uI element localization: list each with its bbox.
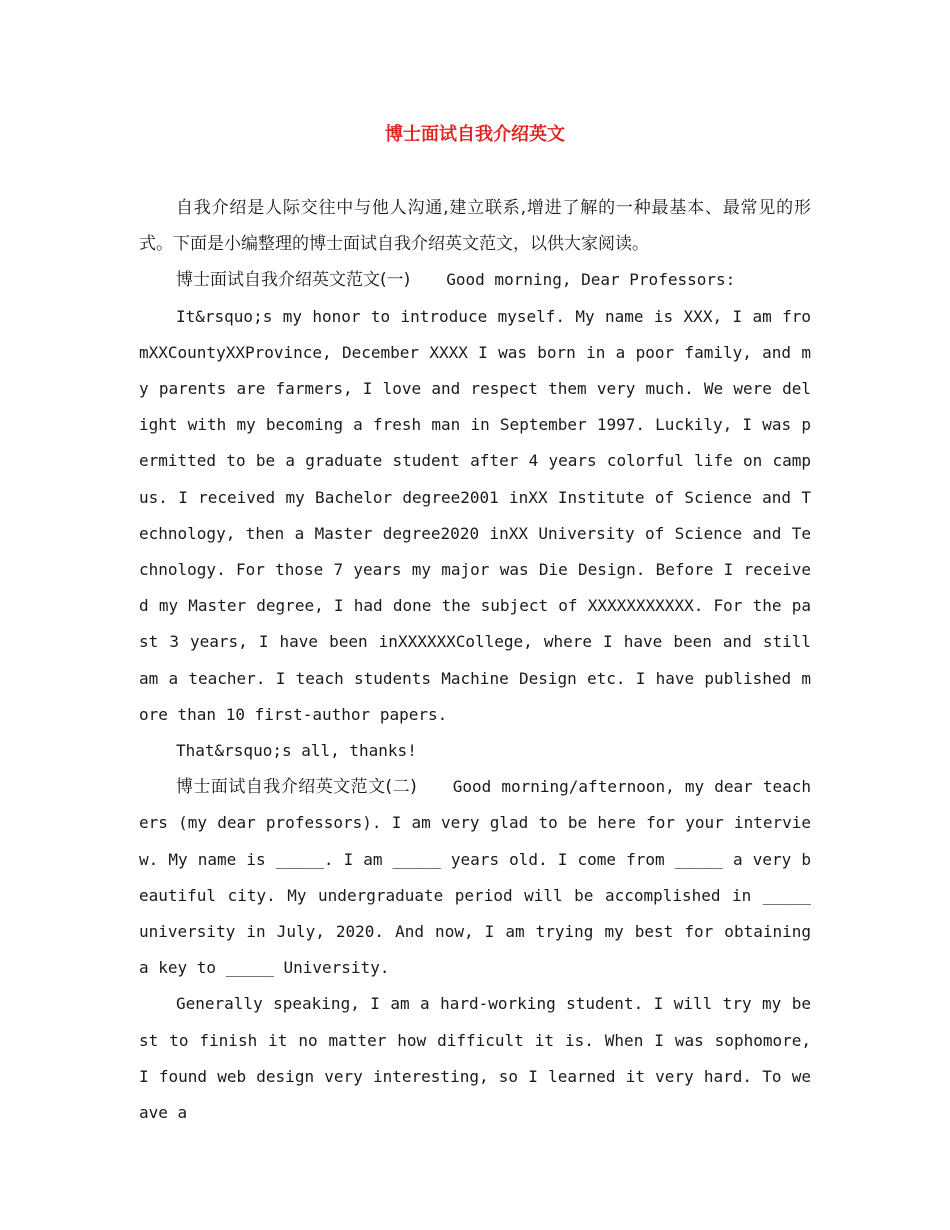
sample1-body: It&rsquo;s my honor to introduce myself. My name is XXX, I am fromXXCountyXXProvince, December XXXX I was born in a poor family, and my parents are farmers, I love and respect them very much. We were delight with my becoming a fresh man in September 1997. Luckily, I was permitted to be a graduate student after 4 years colorful life on campus. I received my Bachelor degree2001 inXX Institute of Science and Technology, then a Master degree2020 inXX University of Science and Technology. For those 7 years my major was Die Design. Before I received my Master degree, I had done the subject of XXXXXXXXXXX. For the past 3 years, I have been inXXXXXXCollege, where I have been and still am a teacher. I teach students Machine Design etc. I have published more than 10 first-author papers. [139,306,811,724]
intro-paragraph: 自我介绍是人际交往中与他人沟通,建立联系,增进了解的一种最基本、最常见的形式。下面是小编整理的博士面试自我介绍英文范文，以供大家阅读。 [139,198,811,255]
sample2-heading: 博士面试自我介绍英文范文(二) [176,777,417,798]
sample1-greeting: Good morning, Dear Professors: [446,270,736,290]
sample2-paragraph-2: Generally speaking, I am a hard-working student. I will try my best to finish it no matter how difficult it is. When I was sophomore, I found web design very interesting, so I learned it very hard. To weave a [139,994,811,1123]
sample1-heading: 博士面试自我介绍英文范文(一) [176,270,411,291]
sample1-heading-line [139,262,811,298]
sample2-body: Good morning/afternoon, my dear teachers (my dear professors). I am very glad to be here for your interview. My name is _____. I am _____ years old. I come from _____ a very beautiful city. My undergraduate period will be accomplished in _____ university in July, 2020. And now, I am trying my best for obtaining a key to _____ University. [139,777,811,978]
sample1-closing: That&rsquo;s all, thanks! [176,741,417,761]
document-title: 博士面试自我介绍英文 [385,124,565,145]
document-body [139,190,811,1131]
sample2-paragraph [139,769,811,986]
